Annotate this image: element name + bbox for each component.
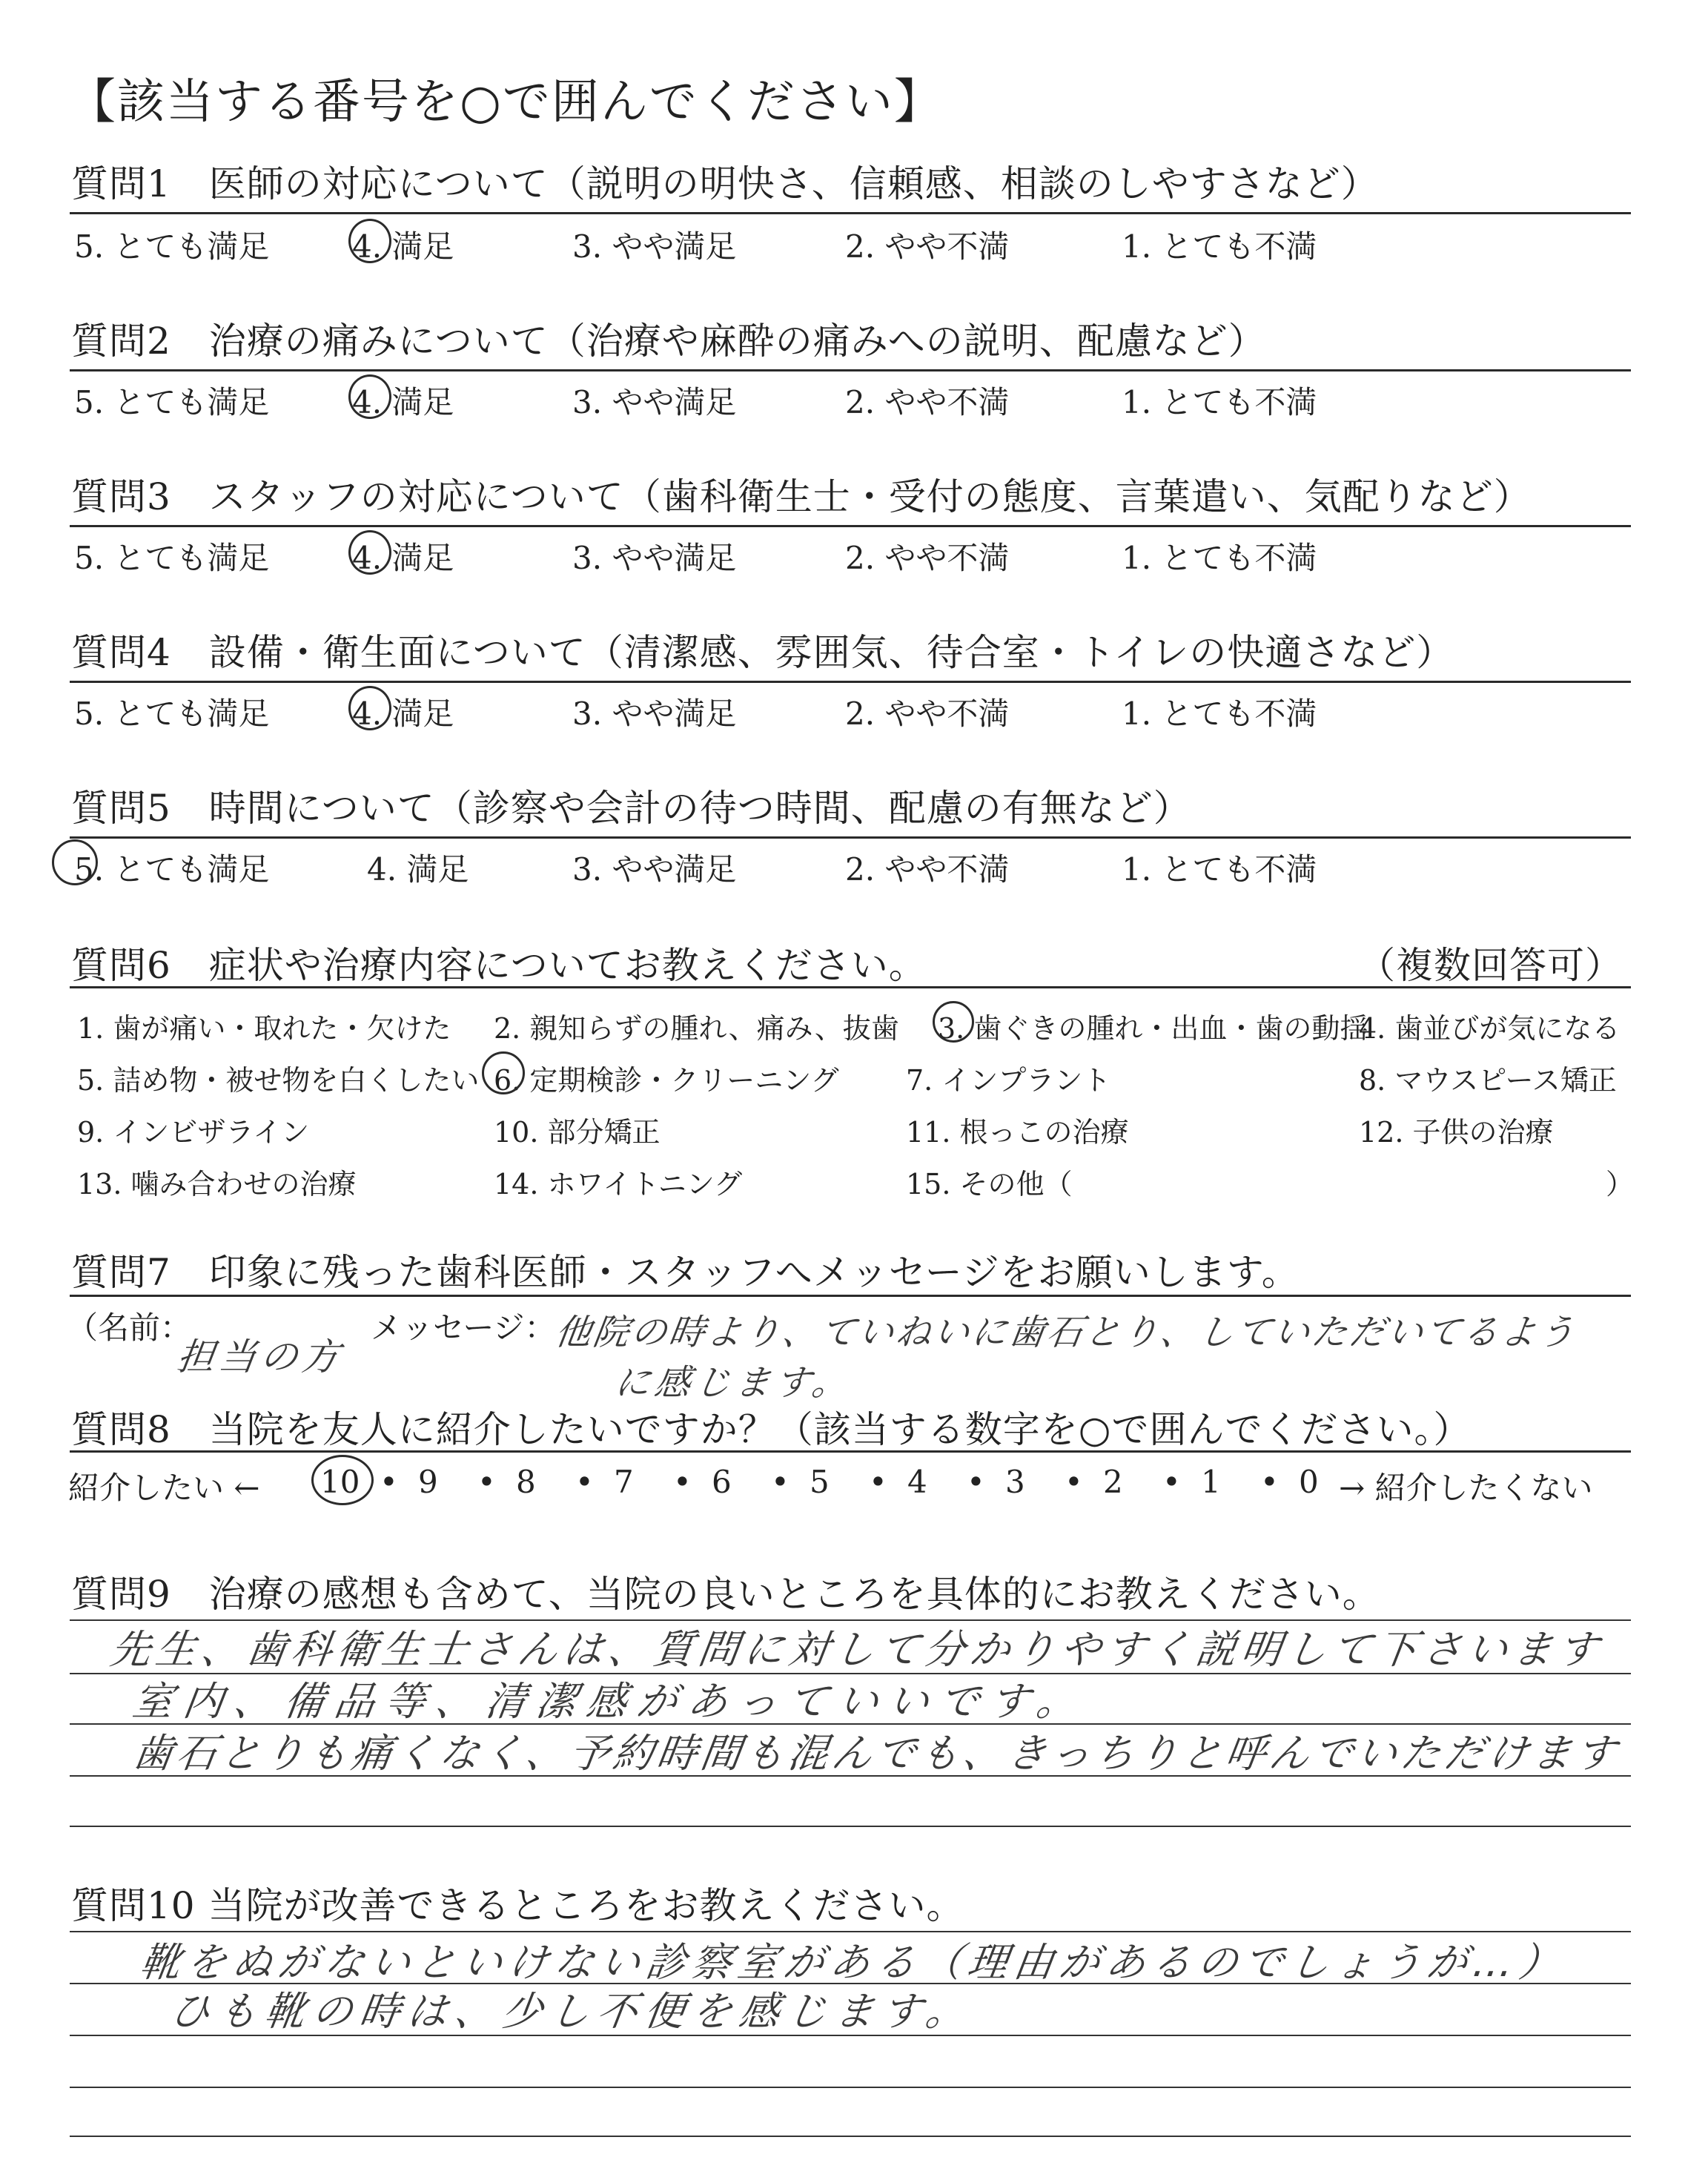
q8-scale-5[interactable]: 5 <box>810 1464 830 1500</box>
q7-message-label: メッセージ： <box>371 1309 556 1346</box>
question-10-title: 質問10 当院が改善できるところをお教えください。 <box>71 1884 964 1927</box>
q3-option-5[interactable]: 5. とても満足 <box>74 540 270 576</box>
q3-option-3[interactable]: 3. やや満足 <box>572 540 737 576</box>
divider <box>70 681 1631 683</box>
question-6-note: （複数回答可） <box>1358 944 1623 987</box>
q5-option-5[interactable]: 5. とても満足 <box>74 851 270 888</box>
q2-option-2[interactable]: 2. やや不満 <box>845 384 1010 420</box>
q4-option-3[interactable]: 3. やや満足 <box>572 696 737 732</box>
q5-option-3[interactable]: 3. やや満足 <box>572 851 737 888</box>
q8-scale-6[interactable]: 6 <box>712 1464 732 1500</box>
question-8-title: 質問8 当院を友人に紹介したいですか？（該当する数字を○で囲んでください。） <box>71 1408 1472 1451</box>
q6-option-8[interactable]: 8. マウスピース矯正 <box>1359 1064 1617 1097</box>
q6-option-15[interactable]: 15. その他（ <box>906 1168 1073 1200</box>
q2-answer-circle <box>348 374 391 419</box>
q4-option-5[interactable]: 5. とても満足 <box>74 696 270 732</box>
divider <box>70 986 1631 988</box>
q8-right-label: → 紹介したくない <box>1339 1470 1593 1506</box>
q3-answer-circle <box>348 530 391 575</box>
answer-line <box>70 2087 1631 2088</box>
q6-answer-circle-6 <box>482 1051 525 1094</box>
q8-scale-separator: • <box>967 1464 985 1500</box>
divider <box>70 369 1631 371</box>
q7-message-line-2[interactable]: に感じます。 <box>612 1362 855 1404</box>
q6-option-3[interactable]: 3. 歯ぐきの腫れ・出血・歯の動揺 <box>938 1012 1368 1045</box>
q3-option-2[interactable]: 2. やや不満 <box>845 540 1010 576</box>
q8-scale-separator: • <box>380 1464 398 1500</box>
q9-answer-line-3[interactable]: 歯石とりも痛くなく、予約時間も混んでも、きっちりと呼んでいただけます <box>130 1730 1623 1777</box>
q6-answer-circle-3 <box>933 1001 974 1043</box>
answer-line <box>70 2136 1631 2137</box>
q8-scale-1[interactable]: 1 <box>1201 1464 1221 1500</box>
q5-answer-circle <box>52 839 98 885</box>
q8-scale-4[interactable]: 4 <box>907 1464 927 1500</box>
q6-option-10[interactable]: 10. 部分矯正 <box>494 1116 661 1149</box>
divider <box>70 212 1631 214</box>
q3-option-4[interactable]: 4. 満足 <box>352 540 454 576</box>
q6-option-9[interactable]: 9. インビザライン <box>77 1116 310 1149</box>
q6-option-14[interactable]: 14. ホワイトニング <box>494 1168 743 1200</box>
question-5-title: 質問5 時間について（診察や会計の待つ時間、配慮の有無など） <box>71 787 1191 830</box>
q2-option-4[interactable]: 4. 満足 <box>352 384 454 420</box>
q1-option-5[interactable]: 5. とても満足 <box>74 228 270 265</box>
q1-option-2[interactable]: 2. やや不満 <box>845 228 1010 265</box>
q5-option-1[interactable]: 1. とても不満 <box>1122 851 1317 888</box>
q8-scale-0[interactable]: 0 <box>1299 1464 1319 1500</box>
question-3-title: 質問3 スタッフの対応について（歯科衛生士・受付の態度、言葉遣い、気配りなど） <box>71 475 1532 518</box>
q5-option-4[interactable]: 4. 満足 <box>367 851 469 888</box>
q6-other-close-paren: ） <box>1606 1168 1635 1200</box>
q7-message-line-1[interactable]: 他院の時より、ていねいに歯石とり、していただいてるよう <box>552 1312 1580 1353</box>
divider <box>70 1450 1631 1453</box>
q8-scale-8[interactable]: 8 <box>516 1464 536 1500</box>
q6-option-13[interactable]: 13. 噛み合わせの治療 <box>77 1168 357 1200</box>
q7-name-label: （名前： <box>67 1309 192 1346</box>
q9-answer-line-2[interactable]: 室内、備品等、清潔感があっていいです。 <box>130 1678 1091 1725</box>
q8-scale-10[interactable]: 10 <box>320 1464 360 1500</box>
question-7-title: 質問7 印象に残った歯科医師・スタッフへメッセージをお願いします。 <box>71 1251 1300 1294</box>
q8-scale-7[interactable]: 7 <box>614 1464 634 1500</box>
q8-scale-separator: • <box>869 1464 887 1500</box>
q8-scale-separator: • <box>1162 1464 1181 1500</box>
q3-option-1[interactable]: 1. とても不満 <box>1122 540 1317 576</box>
divider <box>70 836 1631 839</box>
q2-option-1[interactable]: 1. とても不満 <box>1122 384 1317 420</box>
q1-option-4[interactable]: 4. 満足 <box>352 228 454 265</box>
q10-answer-line-1[interactable]: 靴をぬがないといけない診察室がある（理由があるのでしょうが…） <box>137 1939 1569 1986</box>
question-9-title: 質問9 治療の感想も含めて、当院の良いところを具体的にお教えください。 <box>71 1573 1380 1616</box>
q8-scale-separator: • <box>1260 1464 1279 1500</box>
question-6-title: 質問6 症状や治療内容についてお教えください。 <box>71 944 927 987</box>
q1-option-1[interactable]: 1. とても不満 <box>1122 228 1317 265</box>
q7-name-value[interactable]: 担当の方 <box>174 1335 347 1378</box>
q6-option-4[interactable]: 4. 歯並びが気になる <box>1359 1012 1621 1045</box>
q2-option-3[interactable]: 3. やや満足 <box>572 384 737 420</box>
q4-option-4[interactable]: 4. 満足 <box>352 696 454 732</box>
q8-scale-separator: • <box>575 1464 594 1500</box>
q6-option-1[interactable]: 1. 歯が痛い・取れた・欠けた <box>77 1012 451 1045</box>
q6-option-7[interactable]: 7. インプラント <box>906 1064 1111 1097</box>
q8-left-label: 紹介したい ← <box>68 1470 260 1506</box>
q10-answer-line-2[interactable]: ひも靴の時は、少し不便を感じます。 <box>167 1988 977 2035</box>
q6-option-12[interactable]: 12. 子供の治療 <box>1359 1116 1554 1149</box>
q8-scale-separator: • <box>477 1464 496 1500</box>
q8-scale-separator: • <box>673 1464 692 1500</box>
question-2-title: 質問2 治療の痛みについて（治療や麻酔の痛みへの説明、配慮など） <box>71 320 1266 363</box>
q1-option-3[interactable]: 3. やや満足 <box>572 228 737 265</box>
q2-option-5[interactable]: 5. とても満足 <box>74 384 270 420</box>
q8-scale-3[interactable]: 3 <box>1005 1464 1025 1500</box>
q6-option-2[interactable]: 2. 親知らずの腫れ、痛み、抜歯 <box>494 1012 899 1045</box>
q8-scale-9[interactable]: 9 <box>418 1464 438 1500</box>
answer-line <box>70 1826 1631 1827</box>
q1-answer-circle <box>348 219 391 263</box>
q4-option-1[interactable]: 1. とても不満 <box>1122 696 1317 732</box>
q4-option-2[interactable]: 2. やや不満 <box>845 696 1010 732</box>
divider <box>70 1295 1631 1297</box>
q9-answer-line-1[interactable]: 先生、歯科衛生士さんは、質問に対して分かりやすく説明して下さいます <box>107 1626 1606 1673</box>
divider <box>70 525 1631 527</box>
question-4-title: 質問4 設備・衛生面について（清潔感、雰囲気、待合室・トイレの快適さなど） <box>71 631 1454 674</box>
q8-scale-separator: • <box>1065 1464 1083 1500</box>
q4-answer-circle <box>348 686 391 730</box>
q6-option-5[interactable]: 5. 詰め物・被せ物を白くしたい <box>77 1064 480 1097</box>
page-title: 【該当する番号を○で囲んでください】 <box>68 75 943 130</box>
q6-option-6[interactable]: 6. 定期検診・クリーニング <box>494 1064 839 1097</box>
q8-scale-2[interactable]: 2 <box>1103 1464 1123 1500</box>
q5-option-2[interactable]: 2. やや不満 <box>845 851 1010 888</box>
q8-answer-circle <box>311 1455 374 1505</box>
q6-option-11[interactable]: 11. 根っこの治療 <box>906 1116 1129 1149</box>
q8-scale-separator: • <box>771 1464 790 1500</box>
question-1-title: 質問1 医師の対応について（説明の明快さ、信頼感、相談のしやすさなど） <box>71 162 1379 205</box>
